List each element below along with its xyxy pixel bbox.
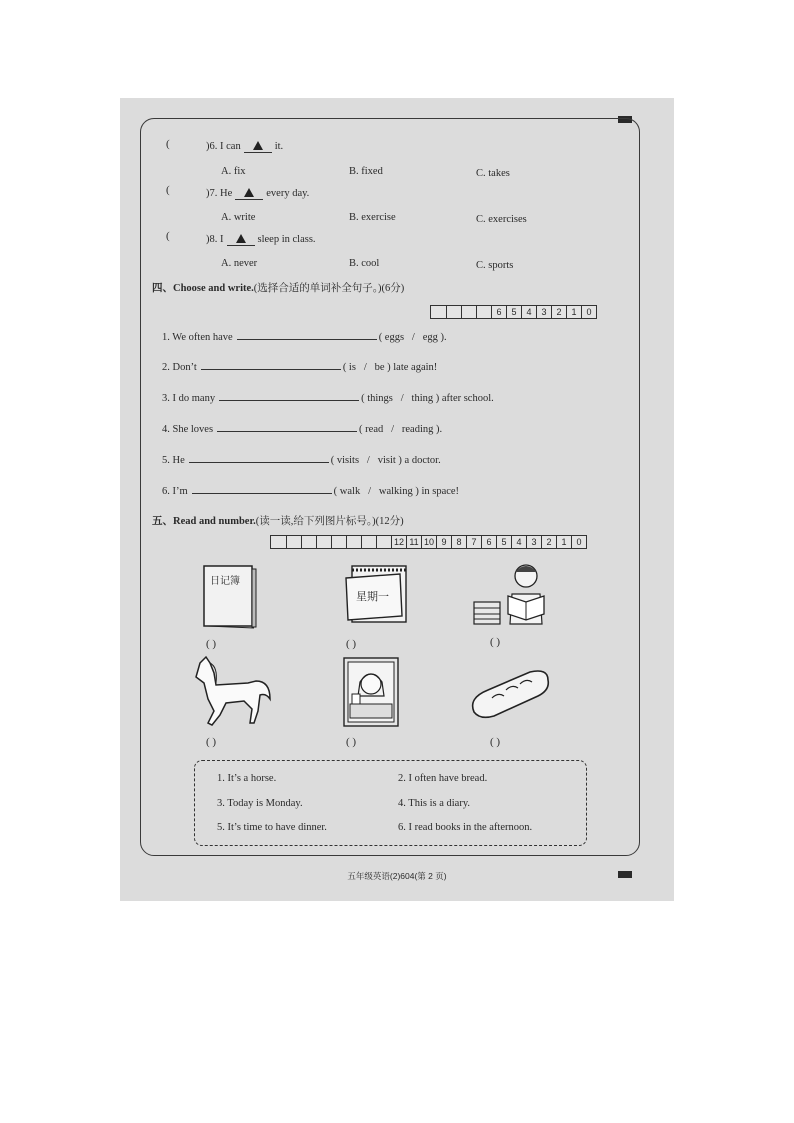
score-cell: 1 xyxy=(556,536,571,548)
sentence-4: 4. This is a diary. xyxy=(398,798,471,809)
score-cell: 7 xyxy=(466,536,481,548)
score-cell: 2 xyxy=(551,306,566,318)
picture-boy-reading xyxy=(470,558,550,635)
item-choices: ( visits / visit ) a doctor. xyxy=(330,455,441,466)
score-cell: 3 xyxy=(526,536,541,548)
fill-in-item xyxy=(162,391,494,404)
option-c: C. sports xyxy=(476,260,514,271)
answer-paren: ( ) xyxy=(346,638,357,650)
score-cell: 1 xyxy=(566,306,581,318)
item-choices: ( walk / walking ) in space! xyxy=(333,486,460,497)
item-choices: ( read / reading ). xyxy=(359,424,443,435)
item-choices: ( eggs / egg ). xyxy=(378,332,447,343)
option-b: B. cool xyxy=(349,258,380,269)
option-c: C. exercises xyxy=(476,214,527,225)
question-stem: )6. I can it. xyxy=(206,141,284,152)
option-b: B. exercise xyxy=(349,212,396,223)
score-cell: 11 xyxy=(406,536,421,548)
sentence-1: 1. It’s a horse. xyxy=(217,773,277,784)
triangle-blank-icon xyxy=(235,188,263,200)
score-cell: 9 xyxy=(436,536,451,548)
score-cell: 5 xyxy=(496,536,511,548)
answer-blank[interactable] xyxy=(201,360,341,370)
section-5-title: 五、Read and number.(读一读,给下列图片标号。)(12分) xyxy=(152,516,404,527)
score-cell xyxy=(271,536,286,548)
option-a: A. never xyxy=(221,258,258,269)
item-prefix: 4. She loves xyxy=(162,424,214,435)
score-cell xyxy=(331,536,346,548)
score-cell: 8 xyxy=(451,536,466,548)
score-cell xyxy=(346,536,361,548)
diary-label: 日记簿 xyxy=(210,576,240,587)
bread-icon xyxy=(468,668,552,720)
triangle-blank-icon xyxy=(244,141,272,153)
score-cell xyxy=(431,306,446,318)
girl-dinner-icon xyxy=(342,656,400,728)
score-cell xyxy=(286,536,301,548)
picture-bread xyxy=(468,668,552,725)
fill-in-item xyxy=(162,360,437,373)
fill-in-item xyxy=(162,453,441,466)
answer-blank[interactable] xyxy=(189,453,329,463)
item-choices: ( is / be ) late again! xyxy=(342,362,438,373)
score-cell xyxy=(361,536,376,548)
sentence-5: 5. It’s time to have dinner. xyxy=(217,822,327,833)
exam-page xyxy=(120,98,674,901)
score-cell: 12 xyxy=(391,536,406,548)
option-c: C. takes xyxy=(476,168,510,179)
page-footer: 五年级英语(2)604(第 2 页) xyxy=(347,871,447,881)
answer-paren: ( ) xyxy=(346,736,357,748)
fill-in-item xyxy=(162,422,442,435)
score-cell: 4 xyxy=(521,306,536,318)
triangle-blank-icon xyxy=(227,234,255,246)
score-cell: 6 xyxy=(481,536,496,548)
item-prefix: 3. I do many xyxy=(162,393,216,404)
picture-horse xyxy=(192,653,274,734)
score-cell xyxy=(316,536,331,548)
sentence-3: 3. Today is Monday. xyxy=(217,798,303,809)
score-cell: 3 xyxy=(536,306,551,318)
answer-paren: ( ) xyxy=(490,636,501,648)
option-a: A. write xyxy=(221,212,256,223)
answer-blank[interactable] xyxy=(217,422,357,432)
answer-paren: ( ) xyxy=(490,736,501,748)
score-grid-5 xyxy=(270,535,587,549)
picture-girl-dinner xyxy=(342,656,400,733)
answer-paren: ( ) xyxy=(206,638,217,650)
answer-paren: ( xyxy=(166,138,170,150)
score-cell xyxy=(301,536,316,548)
score-cell: 2 xyxy=(541,536,556,548)
option-a: A. fix xyxy=(221,166,246,177)
answer-paren: ( xyxy=(166,230,170,242)
score-cell: 10 xyxy=(421,536,436,548)
answer-paren: ( xyxy=(166,184,170,196)
answer-blank[interactable] xyxy=(192,484,332,494)
score-cell: 5 xyxy=(506,306,521,318)
fill-in-item xyxy=(162,330,447,343)
score-cell: 4 xyxy=(511,536,526,548)
item-prefix: 2. Don’t xyxy=(162,362,197,373)
item-prefix: 5. He xyxy=(162,455,185,466)
answer-blank[interactable] xyxy=(237,330,377,340)
item-choices: ( things / thing ) after school. xyxy=(361,393,494,404)
option-b: B. fixed xyxy=(349,166,383,177)
answer-blank[interactable] xyxy=(219,391,359,401)
score-cell xyxy=(446,306,461,318)
score-cell xyxy=(376,536,391,548)
picture-diary xyxy=(202,564,258,635)
answer-paren: ( ) xyxy=(206,736,217,748)
sentence-options-box xyxy=(194,760,587,846)
score-grid-4 xyxy=(430,305,597,319)
score-cell xyxy=(461,306,476,318)
sentence-6: 6. I read books in the afternoon. xyxy=(398,822,533,833)
question-stem: )8. I sleep in class. xyxy=(206,234,316,245)
item-prefix: 6. I’m xyxy=(162,486,188,497)
score-cell: 6 xyxy=(491,306,506,318)
item-prefix: 1. We often have xyxy=(162,332,233,343)
question-stem: )7. He every day. xyxy=(206,188,310,199)
score-cell: 0 xyxy=(581,306,596,318)
calendar-label: 星期一 xyxy=(356,590,389,603)
boy-reading-icon xyxy=(470,558,550,630)
score-cell xyxy=(476,306,491,318)
fill-in-item xyxy=(162,484,459,497)
horse-icon xyxy=(192,653,274,729)
picture-calendar xyxy=(342,564,410,635)
section-4-title: 四、Choose and write.(选择合适的单词补全句子。)(6分) xyxy=(152,283,405,294)
sentence-2: 2. I often have bread. xyxy=(398,773,488,784)
score-cell: 0 xyxy=(571,536,586,548)
